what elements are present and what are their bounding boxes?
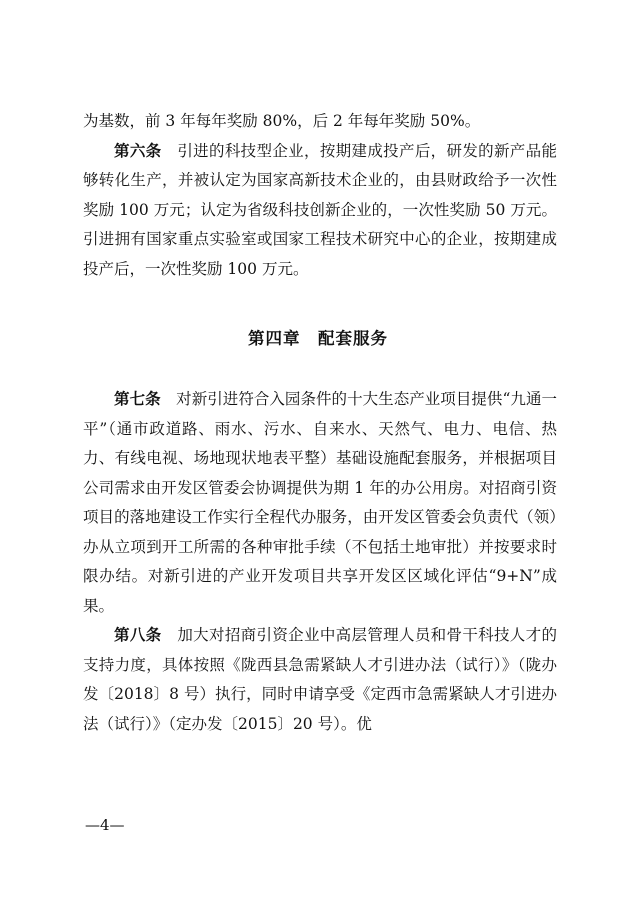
article-7-text: 对新引进符合入园条件的十大生态产业项目提供“九通一平”（通市政道路、雨水、污水、自来水、天然气、电力、电信、热力、有线电视、场地现状地表平整）基础设施配套服务，并根据项目公司需求由开发区管委会协调提供为期 1 年的办公用房。对招商引资项目的落地建设工作实行全程代办服务，由开发区管委会负责代（领）办从立项到开工所需的各种审批手续（不包括土地审批）并按要求时限办结。对新引进的产业开发项目共享开发区区域化评估“9+N”成果。 (83, 390, 557, 615)
article-6-text: 引进的科技型企业，按期建成投产后，研发的新产品能够转化生产，并被认定为国家高新技术企业的，由县财政给予一次性奖励 100 万元；认定为省级科技创新企业的，一次性奖励 50 万元。引进拥有国家重点实验室或国家工程技术研究中心的企业，按期建成投产后，一次性奖励 100 万元。 (83, 141, 557, 278)
article-7-paragraph (83, 385, 557, 621)
article-6-paragraph (83, 137, 557, 285)
page-number: —4— (85, 816, 125, 834)
article-7-label: 第七条 (114, 390, 161, 408)
article-8-label: 第八条 (114, 626, 162, 644)
article-8-text: 加大对招商引资企业中高层管理人员和骨干科技人才的支持力度，具体按照《陇西县急需紧缺人才引进办法（试行）》（陇办发〔2018〕8 号）执行，同时申请享受《定西市急需紧缺人才引进办法（试行）》（定办发〔2015〕20 号）。优 (83, 626, 557, 733)
upper-text-section (83, 107, 557, 284)
article-6-label: 第六条 (114, 141, 162, 160)
article-8-paragraph (83, 621, 557, 739)
lower-text-section (83, 385, 557, 739)
chapter-title: 第四章 配套服务 (248, 329, 388, 348)
continuation-paragraph: 为基数，前 3 年每年奖励 80%，后 2 年每年奖励 50%。 (83, 112, 481, 130)
